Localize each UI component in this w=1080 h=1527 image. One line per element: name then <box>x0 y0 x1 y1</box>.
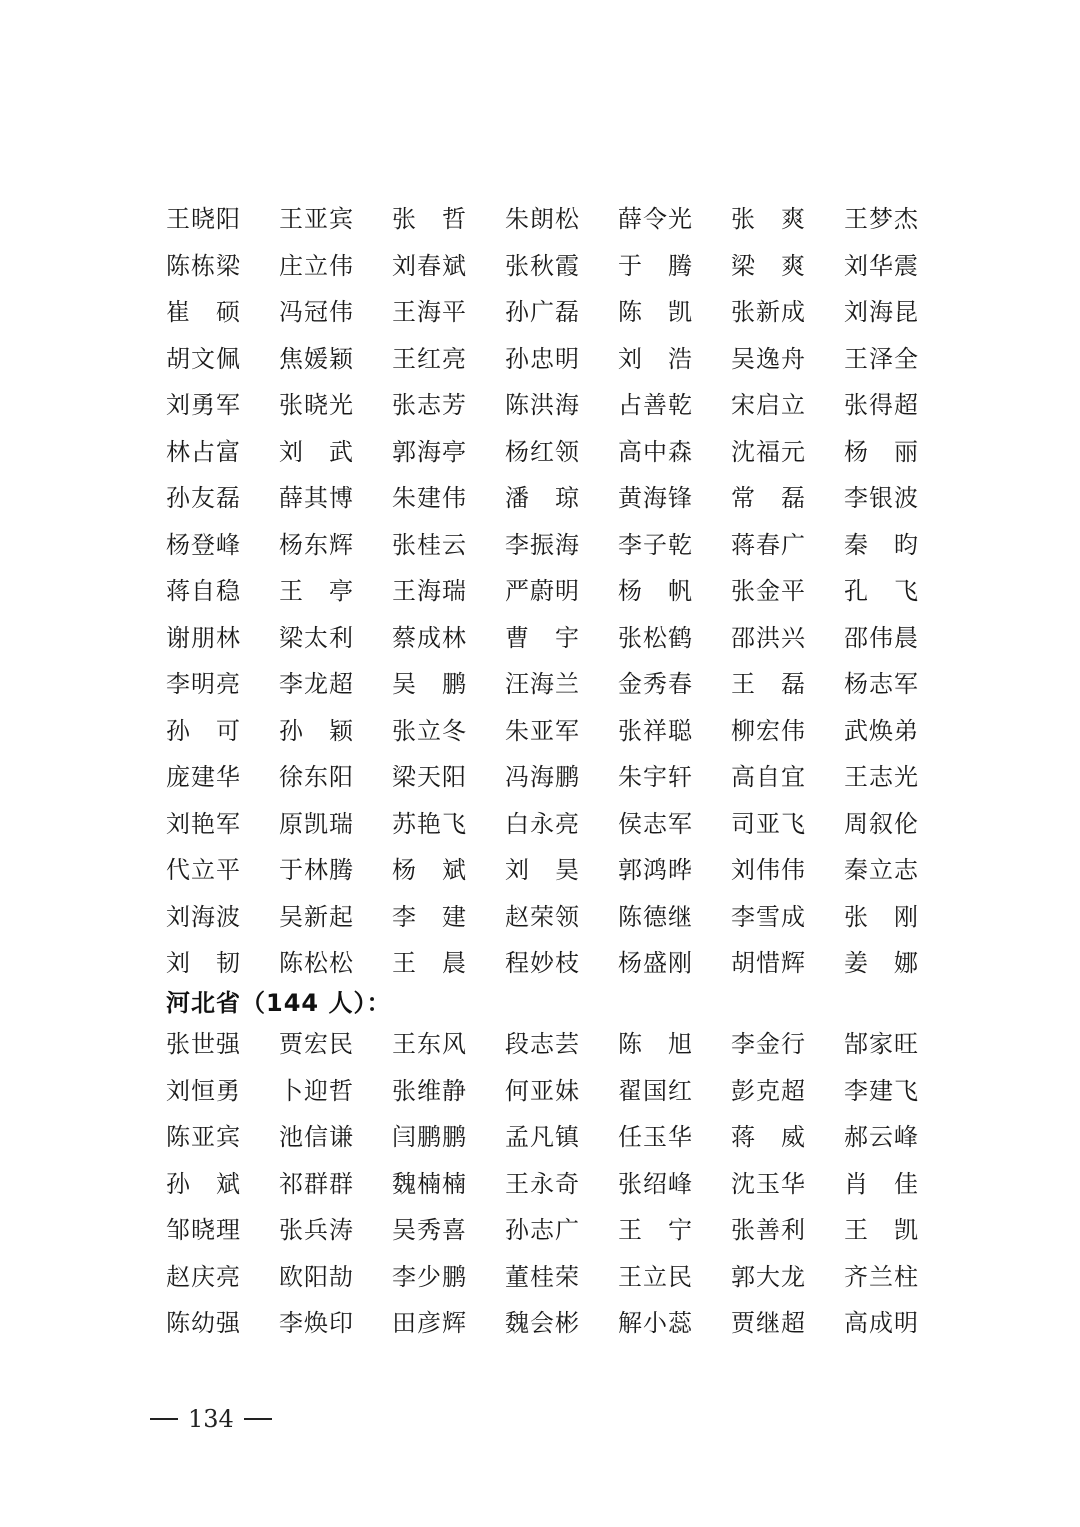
name-entry: 朱朗松 <box>505 205 580 234</box>
name-entry: 宋启立 <box>731 391 806 420</box>
name-entry: 魏会彬 <box>505 1309 580 1338</box>
name-entry: 李明亮 <box>166 670 241 699</box>
name-entry: 陈亚宾 <box>166 1123 241 1152</box>
name-entry: 郝云峰 <box>844 1123 919 1152</box>
name-entry: 原凯瑞 <box>279 809 354 838</box>
name-row <box>166 289 926 336</box>
name-entry: 陈 旭 <box>618 1030 693 1059</box>
name-entry: 赵庆亮 <box>166 1262 241 1291</box>
name-entry: 张得超 <box>844 391 919 420</box>
name-entry: 陈松松 <box>279 949 354 978</box>
name-entry: 张祥聪 <box>618 716 693 745</box>
name-entry: 刘恒勇 <box>166 1076 241 1105</box>
name-entry: 解小蕊 <box>618 1309 693 1338</box>
name-entry: 田彦辉 <box>392 1309 467 1338</box>
name-entry: 刘海波 <box>166 902 241 931</box>
name-entry: 孙 斌 <box>166 1169 241 1198</box>
name-entry: 薛令光 <box>618 205 693 234</box>
name-entry: 郜家旺 <box>844 1030 919 1059</box>
name-entry: 刘勇军 <box>166 391 241 420</box>
name-entry: 彭克超 <box>731 1076 806 1105</box>
name-entry: 陈栋梁 <box>166 251 241 280</box>
name-entry: 蔡成林 <box>392 623 467 652</box>
name-entry: 张金平 <box>731 577 806 606</box>
name-entry: 祁群群 <box>279 1169 354 1198</box>
name-entry: 李 建 <box>392 902 467 931</box>
name-entry: 邵伟晨 <box>844 623 919 652</box>
name-entry: 张新成 <box>731 298 806 327</box>
name-entry: 肖 佳 <box>844 1169 919 1198</box>
name-entry: 李金行 <box>731 1030 806 1059</box>
name-entry: 孙忠明 <box>505 344 580 373</box>
name-entry: 孙广磊 <box>505 298 580 327</box>
name-entry: 姜 娜 <box>844 949 919 978</box>
name-entry: 孙 可 <box>166 716 241 745</box>
name-entry: 胡惜辉 <box>731 949 806 978</box>
name-entry: 杨登峰 <box>166 530 241 559</box>
name-entry: 李银波 <box>844 484 919 513</box>
name-entry: 常 磊 <box>731 484 806 513</box>
name-entry: 秦立志 <box>844 856 919 885</box>
name-entry: 董桂荣 <box>505 1262 580 1291</box>
name-entry: 张绍峰 <box>618 1169 693 1198</box>
name-entry: 朱亚军 <box>505 716 580 745</box>
name-entry: 陈德继 <box>618 902 693 931</box>
name-row <box>166 754 926 801</box>
name-entry: 任玉华 <box>618 1123 693 1152</box>
name-row <box>166 243 926 290</box>
name-entry: 冯海鹏 <box>505 763 580 792</box>
name-entry: 张善利 <box>731 1216 806 1245</box>
page-number: 134 <box>188 1405 234 1433</box>
name-entry: 欧阳劼 <box>279 1262 354 1291</box>
name-entry: 沈福元 <box>731 437 806 466</box>
name-row <box>166 475 926 522</box>
name-entry: 蒋自稳 <box>166 577 241 606</box>
name-entry: 刘 浩 <box>618 344 693 373</box>
name-entry: 池信谦 <box>279 1123 354 1152</box>
name-entry: 闫鹏鹏 <box>392 1123 467 1152</box>
name-entry: 周叙伦 <box>844 809 919 838</box>
name-list-top <box>166 196 926 987</box>
name-entry: 代立平 <box>166 856 241 885</box>
name-entry: 段志芸 <box>505 1030 580 1059</box>
name-row <box>166 847 926 894</box>
name-entry: 徐东阳 <box>279 763 354 792</box>
name-entry: 程妙枝 <box>505 949 580 978</box>
name-row <box>166 1161 926 1208</box>
name-entry: 王海瑞 <box>392 577 467 606</box>
name-entry: 刘艳军 <box>166 809 241 838</box>
name-entry: 秦 昀 <box>844 530 919 559</box>
name-entry: 张松鹤 <box>618 623 693 652</box>
name-row <box>166 894 926 941</box>
name-entry: 王永奇 <box>505 1169 580 1198</box>
name-entry: 王 磊 <box>731 670 806 699</box>
name-row <box>166 1068 926 1115</box>
name-entry: 蒋春广 <box>731 530 806 559</box>
name-entry: 贾宏民 <box>279 1030 354 1059</box>
name-entry: 孟凡镇 <box>505 1123 580 1152</box>
name-entry: 林占富 <box>166 437 241 466</box>
name-entry: 刘华震 <box>844 251 919 280</box>
name-row <box>166 708 926 755</box>
name-entry: 刘 昊 <box>505 856 580 885</box>
name-entry: 王 宁 <box>618 1216 693 1245</box>
name-entry: 高中森 <box>618 437 693 466</box>
name-row <box>166 568 926 615</box>
name-entry: 孙志广 <box>505 1216 580 1245</box>
name-entry: 崔 硕 <box>166 298 241 327</box>
name-entry: 赵荣领 <box>505 902 580 931</box>
name-entry: 刘春斌 <box>392 251 467 280</box>
name-row <box>166 615 926 662</box>
name-list-hebei <box>166 1021 926 1347</box>
name-entry: 王东风 <box>392 1030 467 1059</box>
name-entry: 王红亮 <box>392 344 467 373</box>
name-entry: 刘 武 <box>279 437 354 466</box>
name-entry: 杨红领 <box>505 437 580 466</box>
name-entry: 郭鸿晔 <box>618 856 693 885</box>
dash-left <box>150 1418 178 1420</box>
name-entry: 杨志军 <box>844 670 919 699</box>
name-entry: 杨 斌 <box>392 856 467 885</box>
name-entry: 吴逸舟 <box>731 344 806 373</box>
name-row <box>166 1114 926 1161</box>
name-row <box>166 1254 926 1301</box>
name-entry: 贾继超 <box>731 1309 806 1338</box>
name-entry: 刘海昆 <box>844 298 919 327</box>
name-entry: 沈玉华 <box>731 1169 806 1198</box>
name-entry: 何亚妹 <box>505 1076 580 1105</box>
name-entry: 黄海锋 <box>618 484 693 513</box>
name-entry: 梁太利 <box>279 623 354 652</box>
name-entry: 杨东辉 <box>279 530 354 559</box>
name-entry: 薛其博 <box>279 484 354 513</box>
name-entry: 郭大龙 <box>731 1262 806 1291</box>
name-entry: 刘 韧 <box>166 949 241 978</box>
name-entry: 张维静 <box>392 1076 467 1105</box>
name-row <box>166 522 926 569</box>
name-entry: 曹 宇 <box>505 623 580 652</box>
name-entry: 苏艳飞 <box>392 809 467 838</box>
name-entry: 庄立伟 <box>279 251 354 280</box>
name-row <box>166 1207 926 1254</box>
name-entry: 高成明 <box>844 1309 919 1338</box>
name-entry: 王立民 <box>618 1262 693 1291</box>
name-entry: 占善乾 <box>618 391 693 420</box>
name-entry: 陈 凯 <box>618 298 693 327</box>
name-entry: 王 亭 <box>279 577 354 606</box>
name-entry: 梁天阳 <box>392 763 467 792</box>
name-entry: 张世强 <box>166 1030 241 1059</box>
name-entry: 李振海 <box>505 530 580 559</box>
name-entry: 严蔚明 <box>505 577 580 606</box>
page-footer <box>150 1405 272 1433</box>
name-row <box>166 382 926 429</box>
name-entry: 杨 丽 <box>844 437 919 466</box>
name-entry: 张兵涛 <box>279 1216 354 1245</box>
name-entry: 王泽全 <box>844 344 919 373</box>
name-row <box>166 1021 926 1068</box>
name-row <box>166 801 926 848</box>
name-entry: 李龙超 <box>279 670 354 699</box>
name-entry: 朱宇轩 <box>618 763 693 792</box>
name-entry: 王 晨 <box>392 949 467 978</box>
name-entry: 张志芳 <box>392 391 467 420</box>
name-entry: 齐兰柱 <box>844 1262 919 1291</box>
name-entry: 魏楠楠 <box>392 1169 467 1198</box>
name-entry: 孙友磊 <box>166 484 241 513</box>
name-entry: 王亚宾 <box>279 205 354 234</box>
name-entry: 陈幼强 <box>166 1309 241 1338</box>
name-entry: 李子乾 <box>618 530 693 559</box>
name-entry: 武焕弟 <box>844 716 919 745</box>
name-entry: 翟国红 <box>618 1076 693 1105</box>
name-row <box>166 1300 926 1347</box>
name-entry: 吴 鹏 <box>392 670 467 699</box>
name-entry: 张 爽 <box>731 205 806 234</box>
name-entry: 金秀春 <box>618 670 693 699</box>
dash-right <box>244 1418 272 1420</box>
name-entry: 孙 颖 <box>279 716 354 745</box>
name-entry: 潘 琼 <box>505 484 580 513</box>
name-entry: 汪海兰 <box>505 670 580 699</box>
name-entry: 张秋霞 <box>505 251 580 280</box>
name-entry: 陈洪海 <box>505 391 580 420</box>
name-entry: 张 哲 <box>392 205 467 234</box>
name-entry: 邹晓理 <box>166 1216 241 1245</box>
name-entry: 蒋 威 <box>731 1123 806 1152</box>
name-entry: 王晓阳 <box>166 205 241 234</box>
name-entry: 孔 飞 <box>844 577 919 606</box>
name-entry: 王 凯 <box>844 1216 919 1245</box>
name-entry: 白永亮 <box>505 809 580 838</box>
name-entry: 张桂云 <box>392 530 467 559</box>
name-entry: 李少鹏 <box>392 1262 467 1291</box>
name-row <box>166 429 926 476</box>
name-entry: 李焕印 <box>279 1309 354 1338</box>
name-entry: 刘伟伟 <box>731 856 806 885</box>
name-entry: 于 腾 <box>618 251 693 280</box>
name-entry: 胡文佩 <box>166 344 241 373</box>
name-entry: 焦媛颖 <box>279 344 354 373</box>
name-entry: 高自宜 <box>731 763 806 792</box>
name-entry: 郭海亭 <box>392 437 467 466</box>
name-entry: 吴新起 <box>279 902 354 931</box>
name-entry: 冯冠伟 <box>279 298 354 327</box>
name-entry: 梁 爽 <box>731 251 806 280</box>
name-entry: 张晓光 <box>279 391 354 420</box>
name-entry: 王海平 <box>392 298 467 327</box>
name-entry: 张 刚 <box>844 902 919 931</box>
name-entry: 庞建华 <box>166 763 241 792</box>
name-row <box>166 336 926 383</box>
name-entry: 谢朋林 <box>166 623 241 652</box>
section-heading-hebei: 河北省（144 人）： <box>166 989 392 1017</box>
name-entry: 王梦杰 <box>844 205 919 234</box>
name-row <box>166 196 926 243</box>
name-entry: 杨盛刚 <box>618 949 693 978</box>
name-entry: 朱建伟 <box>392 484 467 513</box>
name-entry: 李雪成 <box>731 902 806 931</box>
name-entry: 王志光 <box>844 763 919 792</box>
name-entry: 杨 帆 <box>618 577 693 606</box>
name-row <box>166 940 926 987</box>
name-entry: 柳宏伟 <box>731 716 806 745</box>
name-entry: 吴秀喜 <box>392 1216 467 1245</box>
name-entry: 侯志军 <box>618 809 693 838</box>
name-entry: 李建飞 <box>844 1076 919 1105</box>
name-entry: 于林腾 <box>279 856 354 885</box>
name-entry: 卜迎哲 <box>279 1076 354 1105</box>
name-entry: 司亚飞 <box>731 809 806 838</box>
name-row <box>166 661 926 708</box>
name-entry: 邵洪兴 <box>731 623 806 652</box>
name-entry: 张立冬 <box>392 716 467 745</box>
